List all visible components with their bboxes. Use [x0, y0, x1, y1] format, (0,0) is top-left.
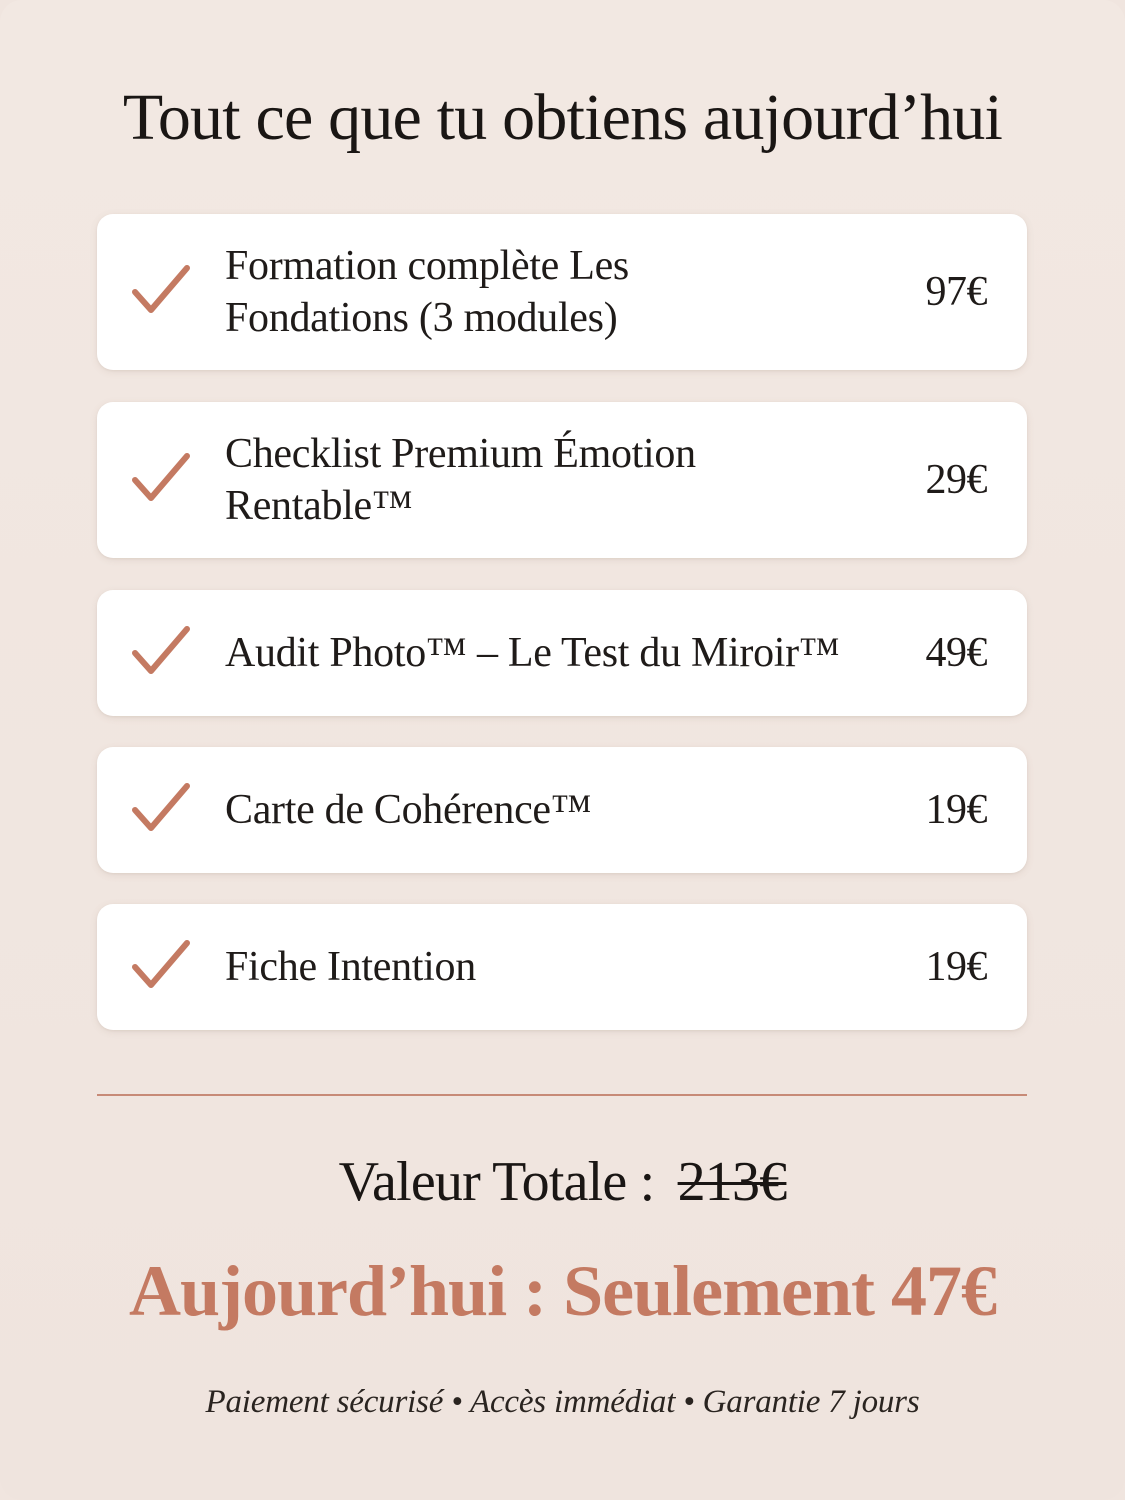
check-icon: [131, 623, 191, 679]
offer-item-label: Audit Photo™ – Le Test du Miroir™: [225, 630, 840, 676]
check-icon: [131, 780, 191, 836]
check-icon: [131, 262, 191, 318]
check-icon: [131, 937, 191, 993]
footer-guarantees: Paiement sécurisé • Accès immédiat • Garantie 7 jours: [205, 1384, 920, 1420]
offer-item-checklist: [97, 402, 1027, 558]
offer-item-carte: [97, 747, 1027, 873]
offer-item-price: 29€: [925, 457, 987, 503]
total-old-price: 213€: [677, 1151, 787, 1213]
page-title: Tout ce que tu obtiens aujourd’hui: [122, 81, 1003, 154]
total-value: [0, 1150, 1125, 1214]
offer-item-price: 19€: [925, 787, 987, 833]
offer-item-fiche: [97, 904, 1027, 1030]
divider: [97, 1094, 1027, 1096]
offer-item-audit: [97, 590, 1027, 716]
offer-item-formation: [97, 214, 1027, 370]
offer-price-headline: Aujourd’hui : Seulement 47€: [128, 1251, 997, 1331]
offer-item-price: 49€: [925, 630, 987, 676]
offer-item-label: Fiche Intention: [225, 944, 476, 990]
offer-item-label: Carte de Cohérence™: [225, 787, 592, 833]
offer-item-price: 19€: [925, 944, 987, 990]
offer-item-label: Checklist Premium Émotion Rentable™: [225, 431, 696, 529]
offer-item-label: Formation complète Les Fondations (3 modules): [225, 243, 629, 341]
offer-item-price: 97€: [925, 269, 987, 315]
check-icon: [131, 450, 191, 506]
total-value-label: Valeur Totale :: [338, 1151, 655, 1213]
